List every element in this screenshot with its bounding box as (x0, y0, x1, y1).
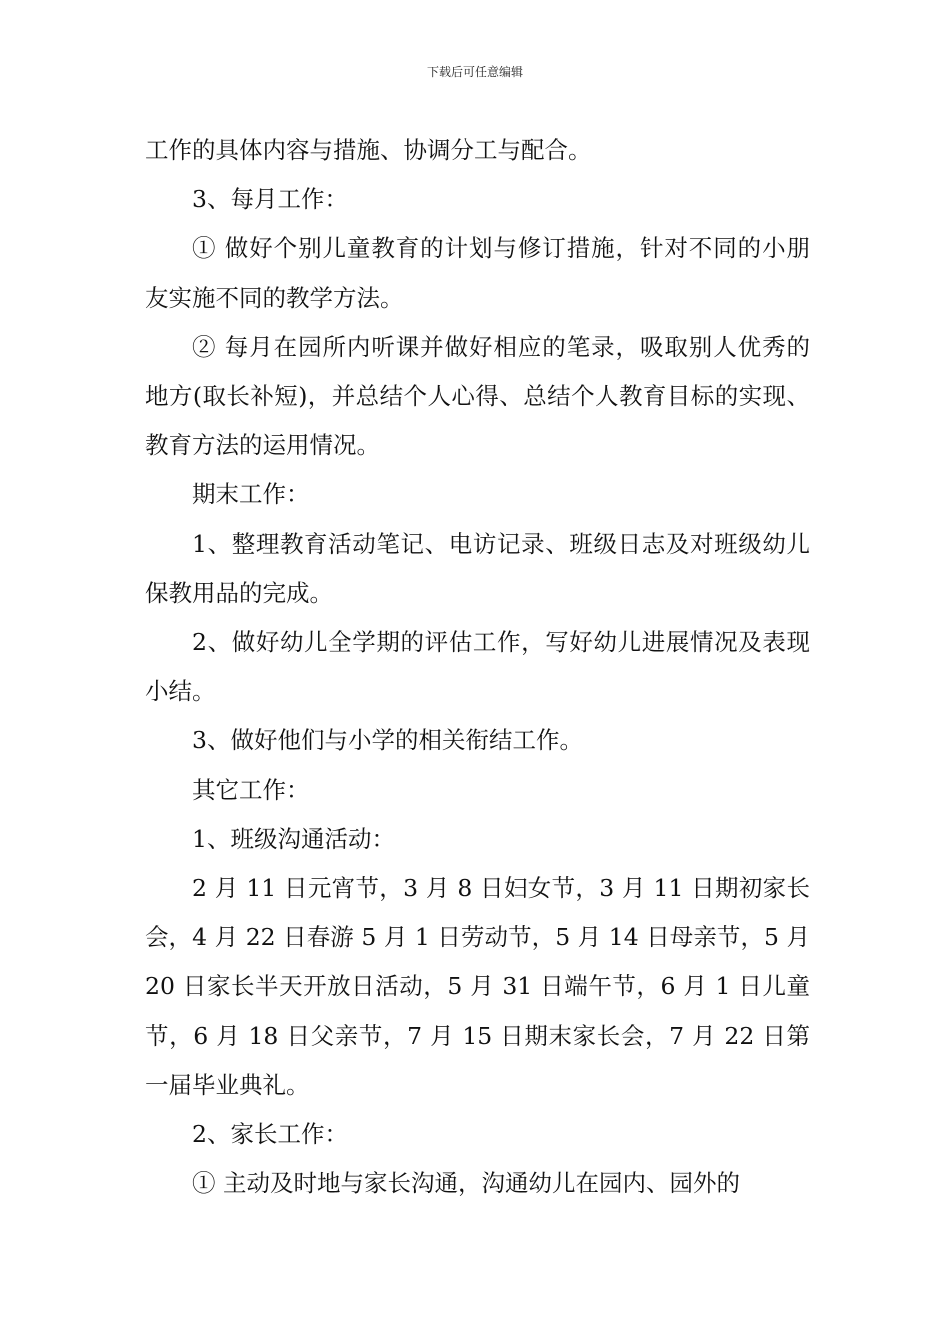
paragraph: 其它工作： (192, 775, 310, 804)
paragraph: 工作的具体内容与措施、协调分工与配合。 (145, 136, 592, 164)
paragraph: ① 主动及时地与家长沟通，沟通幼儿在园内、园外的 (192, 1169, 740, 1198)
paragraph: 1、班级沟通活动： (192, 824, 395, 853)
page-header-note: 下载后可任意编辑 (426, 65, 523, 79)
paragraph: 2、家长工作： (192, 1120, 348, 1149)
paragraph: 期末工作： (192, 480, 310, 509)
document-body (145, 126, 810, 1208)
paragraph: 3、做好他们与小学的相关衔结工作。 (192, 726, 583, 755)
paragraph: 1、整理教育活动笔记、电访记录、班级日志及对班级幼儿保教用品的完成。 (145, 529, 810, 607)
paragraph: 3、每月工作： (192, 185, 348, 214)
paragraph: 2 月 11 日元宵节，3 月 8 日妇女节，3 月 11 日期初家长会，4 月 22 日春游 5 月 1 日劳动节，5 月 14 日母亲节，5 月 20 日家长半天开放日活动，5 月 31 日端午节，6 月 1 日儿童节，6 月 18 日父亲节，7 月 15 日期末家长会，7 月 22 日第一届毕业典礼。 (145, 874, 810, 1099)
paragraph: ① 做好个别儿童教育的计划与修订措施，针对不同的小朋友实施不同的教学方法。 (145, 234, 810, 312)
paragraph: 2、做好幼儿全学期的评估工作，写好幼儿进展情况及表现小结。 (145, 628, 810, 706)
paragraph: ② 每月在园所内听课并做好相应的笔录，吸取别人优秀的地方(取长补短)，并总结个人心得、总结个人教育目标的实现、教育方法的运用情况。 (145, 332, 810, 460)
